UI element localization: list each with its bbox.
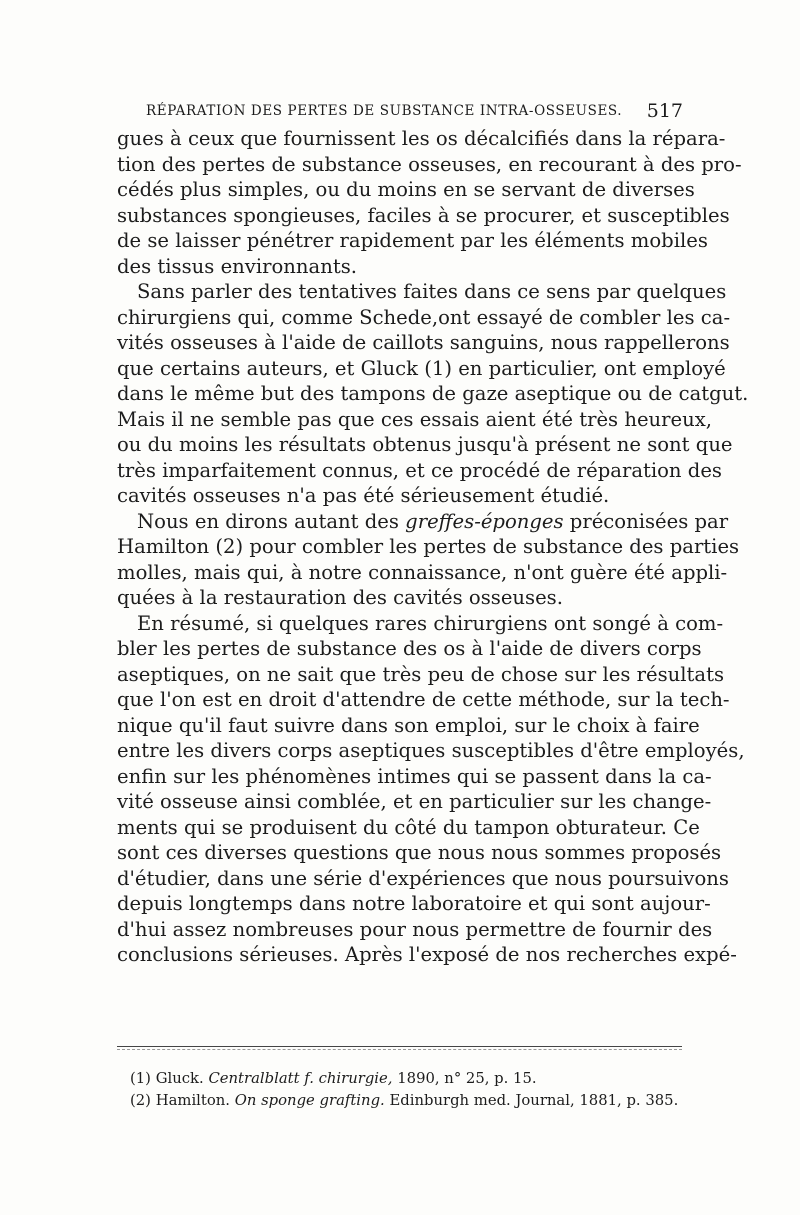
text-line: entre les divers corps aseptiques susceptibles d'être employés,	[117, 739, 745, 762]
text-line: En résumé, si quelques rares chirurgiens ont songé à com-	[137, 611, 724, 635]
text-line: vité osseuse ainsi comblée, et en particulier sur les change-	[117, 790, 712, 813]
running-head-title: RÉPARATION DES PERTES DE SUBSTANCE INTRA-OSSEUSES.	[146, 103, 623, 119]
text-line: cavités osseuses n'a pas été sérieusement étudié.	[117, 484, 610, 507]
text-line: nique qu'il faut suivre dans son emploi, sur le choix à faire	[117, 713, 700, 737]
body-text	[117, 126, 749, 968]
page-number: 517	[646, 100, 683, 122]
footnote-marker: (2)	[130, 1092, 151, 1109]
paragraph	[117, 126, 742, 279]
text-span: Nous en dirons autant des	[137, 509, 406, 533]
footnote-divider-secondary	[117, 1049, 682, 1050]
text-line: gues à ceux que fournissent les os décalcifiés dans la répara-	[117, 127, 726, 150]
footnote	[130, 1068, 690, 1090]
paragraph	[117, 611, 745, 968]
text-line: d'étudier, dans une série d'expériences que nous poursuivons	[117, 866, 729, 890]
text-line: que certains auteurs, et Gluck (1) en particulier, ont employé	[117, 356, 726, 380]
text-line: d'hui assez nombreuses pour nous permettre de fournir des	[117, 917, 713, 941]
footnote-title: Centralblatt f. chirurgie,	[208, 1070, 393, 1087]
footnote-divider	[117, 1046, 682, 1047]
text-line: enfin sur les phénomènes intimes qui se passent dans la ca-	[117, 764, 712, 788]
text-line: de se laisser pénétrer rapidement par les éléments mobiles	[117, 229, 708, 252]
text-line: substances spongieuses, faciles à se procurer, et susceptibles	[117, 203, 730, 227]
running-head	[146, 96, 683, 126]
paragraph	[117, 509, 740, 611]
text-line: très imparfaitement connus, et ce procédé de réparation des	[117, 458, 722, 482]
text-span: préconisées par	[563, 509, 729, 533]
text-line: des tissus environnants.	[117, 254, 357, 278]
footnote-title: On sponge grafting.	[234, 1092, 385, 1109]
footnote	[130, 1090, 690, 1112]
footnotes	[130, 1068, 690, 1112]
text-line: ments qui se produisent du côté du tampon obturateur. Ce	[117, 815, 700, 839]
text-line: dans le même but des tampons de gaze aseptique ou de catgut.	[117, 382, 749, 405]
text-line: Mais il ne semble pas que ces essais aient été très heureux,	[117, 407, 713, 431]
paragraph	[117, 279, 749, 509]
text-line: ou du moins les résultats obtenus jusqu'à présent ne sont que	[117, 433, 733, 456]
footnote-author: Gluck.	[155, 1070, 204, 1087]
text-line: que l'on est en droit d'attendre de cette méthode, sur la tech-	[117, 688, 730, 711]
text-line: vités osseuses à l'aide de caillots sanguins, nous rappellerons	[117, 331, 730, 354]
footnote-author: Hamilton.	[155, 1092, 230, 1109]
text-line: Hamilton (2) pour combler les pertes de substance des parties	[117, 535, 740, 558]
text-line: sont ces diverses questions que nous nous sommes proposés	[117, 841, 722, 864]
footnote-marker: (1)	[130, 1070, 151, 1087]
text-line: bler les pertes de substance des os à l'aide de divers corps	[117, 637, 702, 660]
text-line: aseptiques, on ne sait que très peu de chose sur les résultats	[117, 662, 725, 686]
text-line: chirurgiens qui, comme Schede,ont essayé de combler les ca-	[117, 305, 731, 329]
text-line: depuis longtemps dans notre laboratoire et qui sont aujour-	[117, 892, 711, 915]
italic-term: greffes-éponges	[405, 509, 564, 533]
text-line: Sans parler des tentatives faites dans ce sens par quelques	[137, 280, 727, 303]
text-line: molles, mais qui, à notre connaissance, n'ont guère été appli-	[117, 560, 728, 584]
footnote-citation: Edinburgh med. Journal, 1881, p. 385.	[389, 1092, 679, 1109]
text-line: conclusions sérieuses. Après l'exposé de nos recherches expé-	[117, 943, 737, 966]
text-line: cédés plus simples, ou du moins en se servant de diverses	[117, 178, 695, 201]
text-line	[117, 509, 729, 535]
text-line: tion des pertes de substance osseuses, en recourant à des pro-	[117, 152, 742, 176]
footnote-citation: 1890, n° 25, p. 15.	[397, 1070, 537, 1087]
text-line: quées à la restauration des cavités osseuses.	[117, 586, 563, 609]
